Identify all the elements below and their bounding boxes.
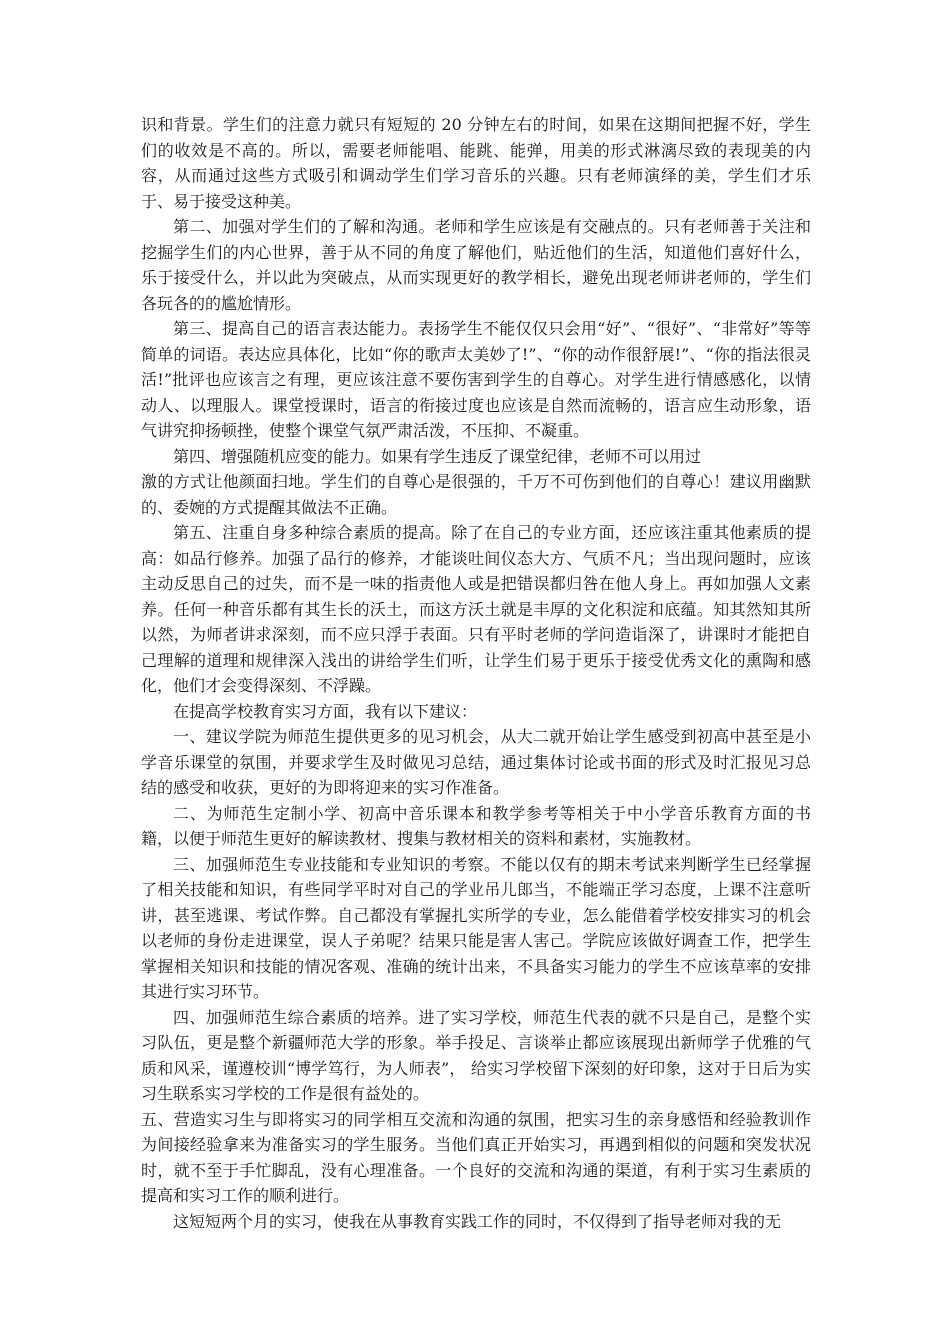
paragraph-7: 在提高学校教育实习方面，我有以下建议：	[173, 701, 478, 721]
paragraph-8: 一、建议学院为师范生提供更多的见习机会，从大二就开始让学生感受到初高中甚至是小学音乐课堂的氛围，并要求学生及时做见习总结，通过集体讨论或书面的形式及时汇报见习总结的感受和收获，更好的为即将迎来的实习作准备。	[141, 727, 811, 797]
paragraph-6: 第五、注重自身多种综合素质的提高。除了在自己的专业方面，还应该注重其他素质的提高：如品行修养。加强了品行的修养，才能谈吐间仪态大方、气质不凡；当出现问题时，应该主动反思自己的过失，而不是一味的指责他人或是把错误都归咎在他人身上。再如加强人文素养。任何一种音乐都有其生长的沃土，而这方沃土就是丰厚的文化积淀和底蕴。知其然知其所以然，为师者讲求深刻，而不应只浮于表面。只有平时老师的学问造诣深了，讲课时才能把自己理解的道理和规律深入浅出的讲给学生们听，让学生们易于更乐于接受优秀文化的熏陶和感化，他们才会变得深刻、不浮躁。	[141, 523, 811, 695]
paragraph-5: 激的方式让他颜面扫地。学生们的自尊心是很强的，千万不可伤到他们的自尊心！建议用幽默的、委婉的方式提醒其做法不正确。	[141, 472, 811, 517]
paragraph-12: 五、营造实习生与即将实习的同学相互交流和沟通的氛围，把实习生的亲身感悟和经验教训作为间接经验拿来为准备实习的学生服务。当他们真正开始实习，再遇到相似的问题和突发状况时，就不至于手忙脚乱，没有心理准备。一个良好的交流和沟通的渠道，有利于实习生素质的提高和实习工作的顺利进行。	[141, 1109, 811, 1205]
paragraph-1: 识和背景。学生们的注意力就只有短短的 20 分钟左右的时间，如果在这期间把握不好，学生们的收效是不高的。所以，需要老师能唱、能跳、能弹，用美的形式淋漓尽致的表现美的内容，从而通过这些方式吸引和调动学生们学习音乐的兴趣。只有老师演绎的美，学生们才乐于、易于接受这种美。	[141, 115, 811, 211]
paragraph-2: 第二、加强对学生们的了解和沟通。老师和学生应该是有交融点的。只有老师善于关注和挖掘学生们的内心世界，善于从不同的角度了解他们，贴近他们的生活，知道他们喜好什么，乐于接受什么，并以此为突破点，从而实现更好的教学相长，避免出现老师讲老师的，学生们各玩各的的尴尬情形。	[141, 217, 811, 313]
paragraph-3: 第三、提高自己的语言表达能力。表扬学生不能仅仅只会用“好”、“很好”、“非常好”等等简单的词语。表达应具体化，比如“你的歌声太美妙了!”、“你的动作很舒展!”、“你的指法很灵活!”批评也应该言之有理，更应该注意不要伤害到学生的自尊心。对学生进行情感感化，以情动人、以理服人。课堂授课时，语言的衔接过度也应该是自然而流畅的，语言应生动形象，语气讲究抑扬顿挫，使整个课堂气氛严肃活泼，不压抑、不凝重。	[141, 319, 811, 440]
paragraph-9: 二、为师范生定制小学、初高中音乐课本和教学参考等相关于中小学音乐教育方面的书籍，以便于师范生更好的解读教材、搜集与教材相关的资料和素材，实施教材。	[141, 803, 811, 848]
paragraph-11: 四、加强师范生综合素质的培养。进了实习学校，师范生代表的就不只是自己，是整个实习队伍，更是整个新疆师范大学的形象。举手投足、言谈举止都应该展现出新师学子优雅的气质和风采，谨遵校训“博学笃行，为人师表”， 给实习学校留下深刻的好印象，这对于日后为实习生联系实习学校的工作是很有益处的。	[141, 1007, 811, 1103]
paragraph-10: 三、加强师范生专业技能和专业知识的考察。不能以仅有的期末考试来判断学生已经掌握了相关技能和知识，有些同学平时对自己的学业吊儿郎当，不能端正学习态度，上课不注意听讲，甚至逃课、考试作弊。自己都没有掌握扎实所学的专业，怎么能借着学校安排实习的机会以老师的身份走进课堂，误人子弟呢？结果只能是害人害己。学院应该做好调查工作，把学生掌握相关知识和技能的情况客观、准确的统计出来，不具备实习能力的学生不应该草率的安排其进行实习环节。	[141, 854, 811, 1001]
paragraph-13: 这短短两个月的实习，使我在从事教育实践工作的同时，不仅得到了指导老师对我的无	[173, 1211, 782, 1231]
document-body	[141, 112, 811, 1234]
paragraph-4: 第四、增强随机应变的能力。如果有学生违反了课堂纪律，老师不可以用过	[173, 446, 702, 466]
